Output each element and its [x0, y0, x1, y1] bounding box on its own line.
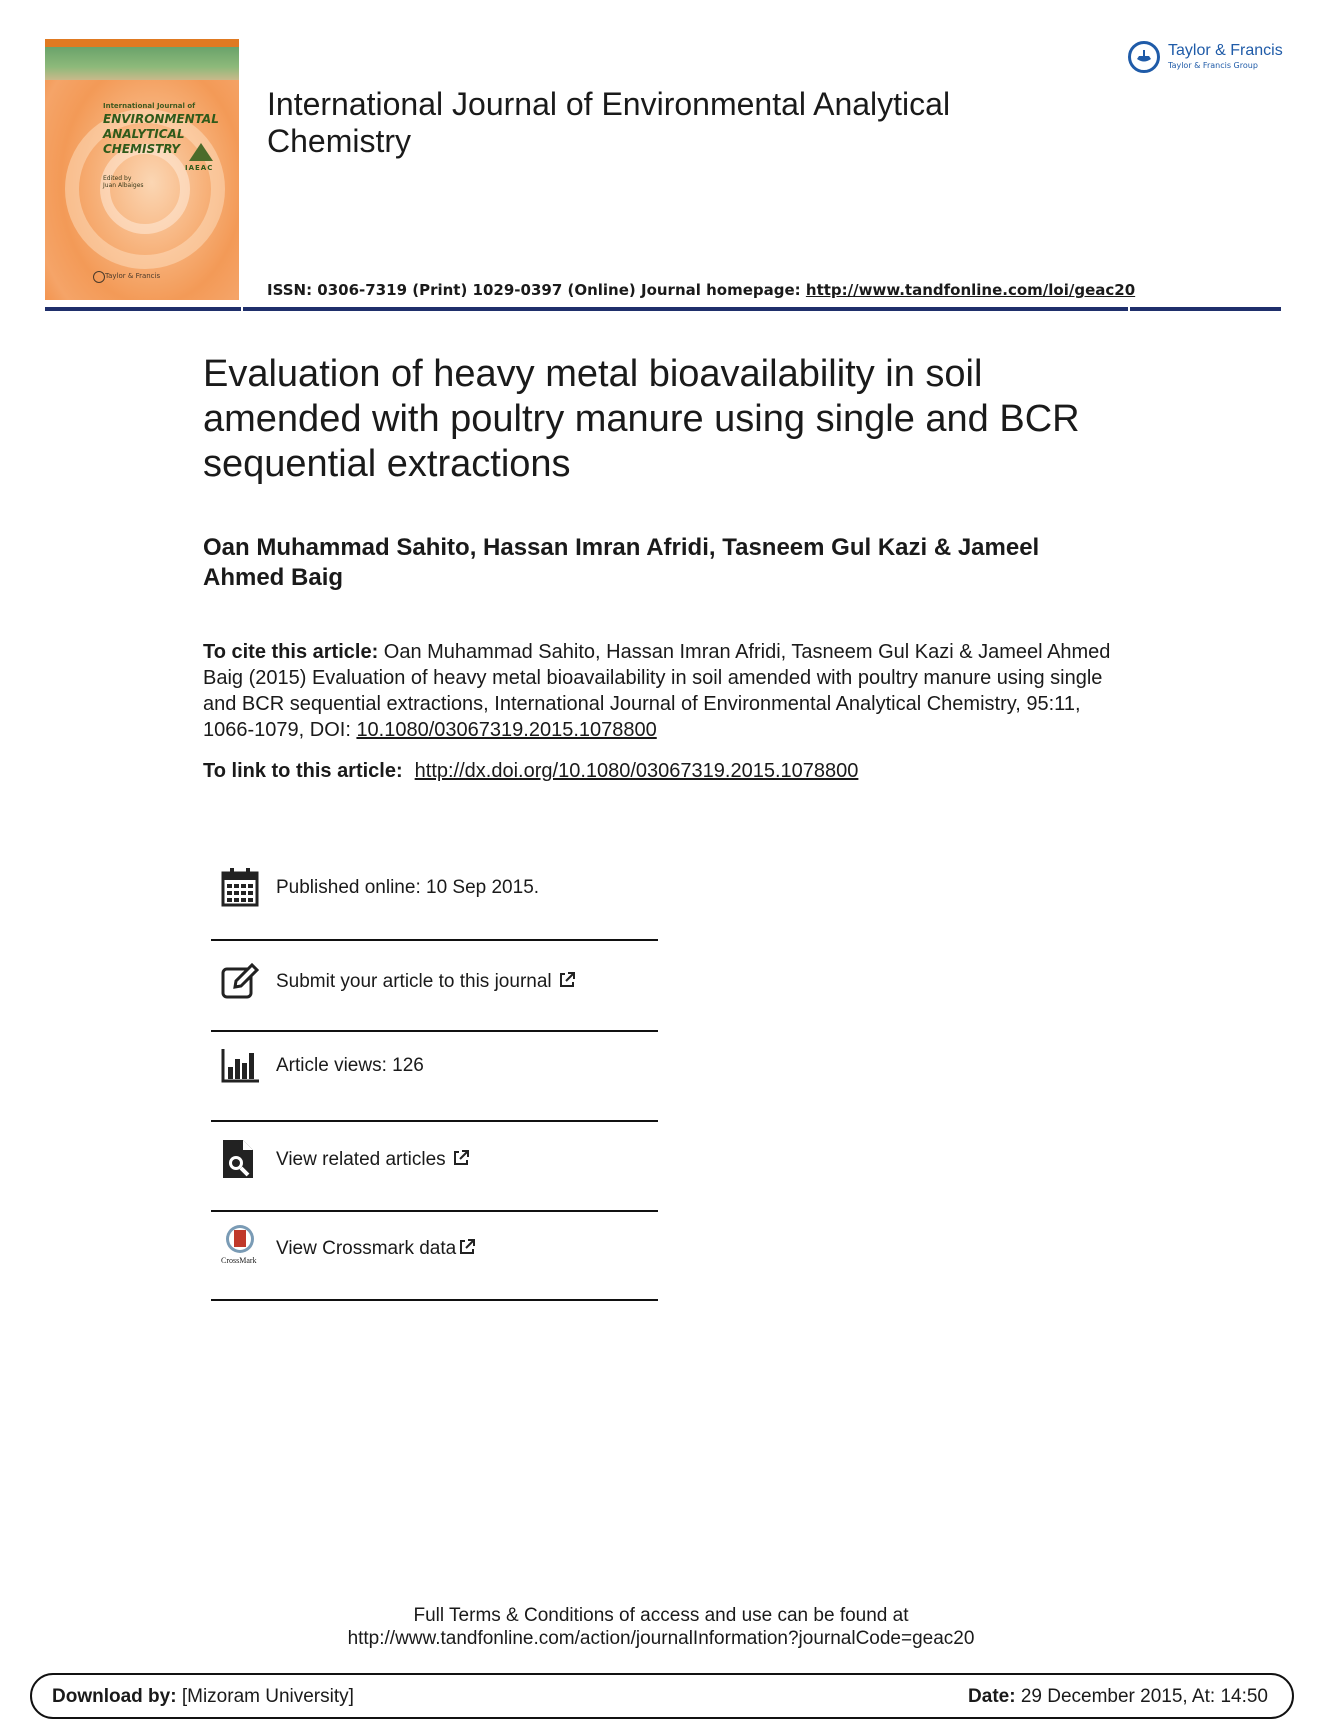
download-date-value: 29 December 2015, At: 14:50 — [1015, 1686, 1268, 1707]
cite-label: To cite this article: — [203, 641, 379, 663]
cover-edited-by: Edited by — [103, 175, 132, 182]
crossmark-logo-text: CrossMark — [221, 1256, 257, 1265]
article-doi-url-link[interactable]: http://dx.doi.org/10.1080/03067319.2015.1078800 — [414, 760, 859, 782]
header-divider-gap — [1128, 307, 1130, 311]
cover-pyramid-icon — [189, 143, 213, 161]
cover-title-line: ENVIRONMENTAL — [103, 112, 219, 126]
crossmark-logo — [221, 1224, 259, 1264]
related-articles-label: View related articles — [276, 1149, 446, 1170]
published-online-label: Published online: 10 Sep 2015. — [276, 877, 540, 898]
taylor-francis-logo-icon — [1128, 41, 1160, 73]
issn-text: ISSN: 0306-7319 (Print) 1029-0397 (Online) Journal homepage: — [267, 281, 806, 299]
article-views-row — [211, 1023, 658, 1112]
header-divider-gap — [241, 307, 243, 311]
related-articles-row[interactable] — [211, 1117, 658, 1206]
publisher-group: Taylor & Francis Group — [1168, 61, 1258, 70]
article-views-label: Article views: 126 — [276, 1055, 424, 1076]
article-title: Evaluation of heavy metal bioavailability in soil amended with poultry manure using single and BCR sequential extractions — [203, 353, 1080, 485]
published-online-row — [211, 845, 658, 934]
header-divider — [45, 307, 1281, 311]
cover-small-label: International Journal of — [103, 102, 196, 110]
external-link-icon — [458, 1238, 476, 1256]
journal-title: International Journal of Environmental Analytical Chemistry — [267, 86, 951, 159]
cover-title-line: CHEMISTRY — [103, 142, 181, 156]
terms-notice — [0, 1604, 1322, 1650]
download-by-label: Download by: — [52, 1686, 177, 1707]
cover-editor-name: Juan Albaiges — [103, 182, 144, 189]
cover-publisher: Taylor & Francis — [105, 272, 161, 280]
calendar-icon — [221, 867, 259, 907]
download-date — [968, 1686, 1268, 1708]
edit-icon — [221, 961, 259, 1001]
submit-article-label: Submit your article to this journal — [276, 971, 552, 992]
download-by — [52, 1686, 354, 1708]
info-divider — [211, 1299, 658, 1301]
link-label: To link to this article: — [203, 760, 403, 782]
publisher-logo[interactable] — [1128, 39, 1288, 79]
related-articles-link[interactable] — [276, 1149, 470, 1171]
external-link-icon — [558, 971, 576, 989]
crossmark-row[interactable] — [211, 1206, 658, 1295]
terms-line: Full Terms & Conditions of access and use can be found at — [413, 1605, 909, 1626]
citation-block — [203, 639, 1133, 743]
cover-swirl-decoration-inner — [100, 144, 190, 234]
download-by-value: [Mizoram University] — [176, 1686, 354, 1707]
issn-line — [267, 281, 1135, 299]
bar-chart-icon — [221, 1045, 259, 1085]
download-date-label: Date: — [968, 1686, 1016, 1707]
crossmark-link[interactable] — [276, 1238, 476, 1260]
doi-link[interactable]: 10.1080/03067319.2015.1078800 — [356, 719, 657, 741]
cover-top-bar — [45, 39, 239, 47]
submit-article-link[interactable] — [276, 971, 576, 993]
journal-cover — [45, 39, 239, 300]
publisher-name: Taylor & Francis — [1168, 42, 1283, 59]
cover-society: IAEAC — [185, 164, 214, 172]
cover-title-line: ANALYTICAL — [103, 127, 185, 141]
download-info-bar — [30, 1673, 1294, 1719]
external-link-icon — [452, 1149, 470, 1167]
cover-publisher-icon — [93, 271, 105, 283]
cite-text: Oan Muhammad Sahito, Hassan Imran Afridi, Tasneem Gul Kazi & Jameel Ahmed Baig (2015) Evaluation of heavy metal bioavailability in soil amended with poultry manure using single and BCR sequential extractions, International Journal of Environmental Analytical Chemistry, 95:11, 1066-1079, DOI: — [203, 641, 1111, 741]
terms-url[interactable]: http://www.tandfonline.com/action/journalInformation?journalCode=geac20 — [347, 1628, 975, 1649]
journal-homepage-link[interactable]: http://www.tandfonline.com/loi/geac20 — [805, 281, 1136, 299]
crossmark-icon — [221, 1224, 259, 1256]
submit-article-row[interactable] — [211, 939, 658, 1028]
article-authors: Oan Muhammad Sahito, Hassan Imran Afridi, Tasneem Gul Kazi & Jameel Ahmed Baig — [203, 534, 1040, 591]
cover-header-band — [45, 47, 239, 80]
article-link-line — [203, 760, 858, 783]
crossmark-label: View Crossmark data — [276, 1238, 457, 1259]
document-search-icon — [221, 1139, 259, 1179]
cover-editor — [103, 175, 144, 189]
